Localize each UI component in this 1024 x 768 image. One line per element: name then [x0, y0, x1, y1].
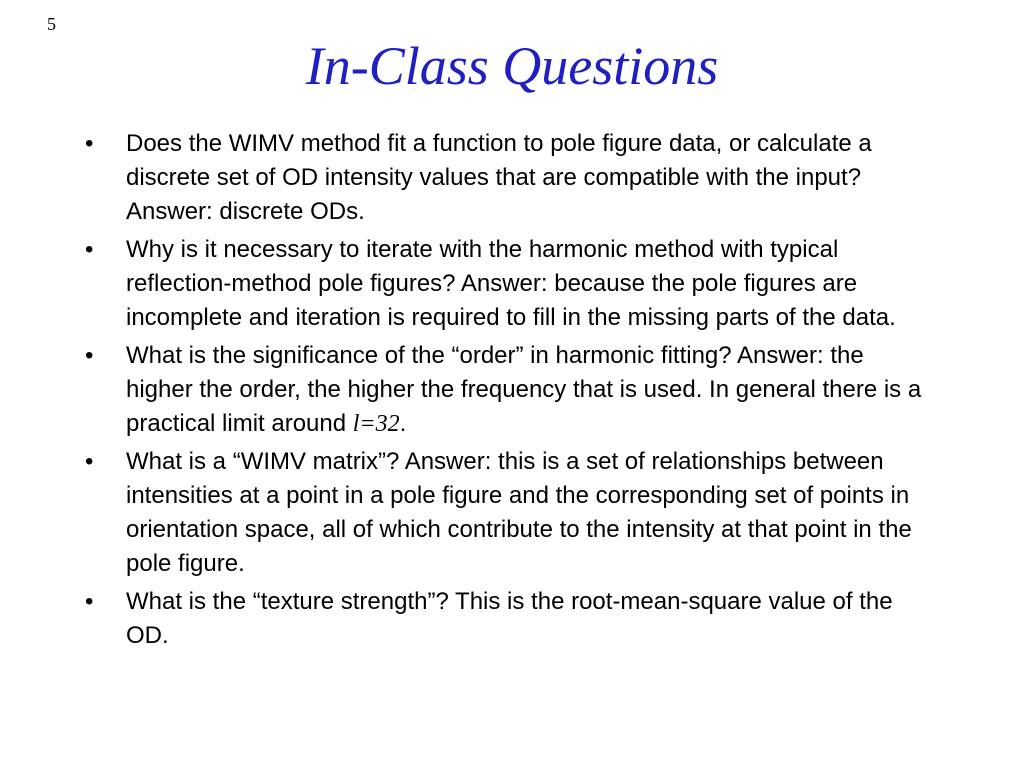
bullet-list — [85, 127, 935, 657]
bullet-text — [126, 342, 921, 437]
bullet-icon: • — [85, 342, 94, 369]
bullet-item-texture-strength — [85, 585, 935, 653]
slide-title: In-Class Questions — [305, 36, 719, 96]
bullet-item-wimv-matrix — [85, 445, 935, 581]
bullet-text: What is a “WIMV matrix”? Answer: this is a set of relationships between intensities at a point in a pole figure and the corresponding set of points in orientation space, all of which contribute to the intensity at that point in the pole figure. — [126, 448, 912, 577]
bullet-icon: • — [85, 448, 94, 475]
bullet-text: Does the WIMV method fit a function to pole figure data, or calculate a discrete set of OD intensity values that are compatible with the input? Answer: discrete ODs. — [126, 130, 872, 225]
bullet-text-after: . — [399, 410, 407, 437]
bullet-item-wimv-method — [85, 127, 935, 229]
bullet-text: Why is it necessary to iterate with the harmonic method with typical reflection-method pole figures? Answer: because the pole figures are incomplete and iteration is required to fill in the missing parts of the data. — [126, 236, 896, 331]
math-expression: l=32 — [352, 411, 400, 437]
bullet-item-harmonic-order — [85, 339, 935, 441]
bullet-text-before: What is the significance of the “order” in harmonic fitting? Answer: the higher the order, the higher the frequency that is used. In general there is a practical limit around — [126, 342, 922, 437]
bullet-icon: • — [85, 588, 94, 615]
bullet-text: What is the “texture strength”? This is the root-mean-square value of the OD. — [126, 588, 893, 649]
slide-number: 5 — [47, 14, 56, 34]
bullet-icon: • — [85, 130, 94, 157]
bullet-icon: • — [85, 236, 94, 263]
bullet-item-harmonic-iteration — [85, 233, 935, 335]
